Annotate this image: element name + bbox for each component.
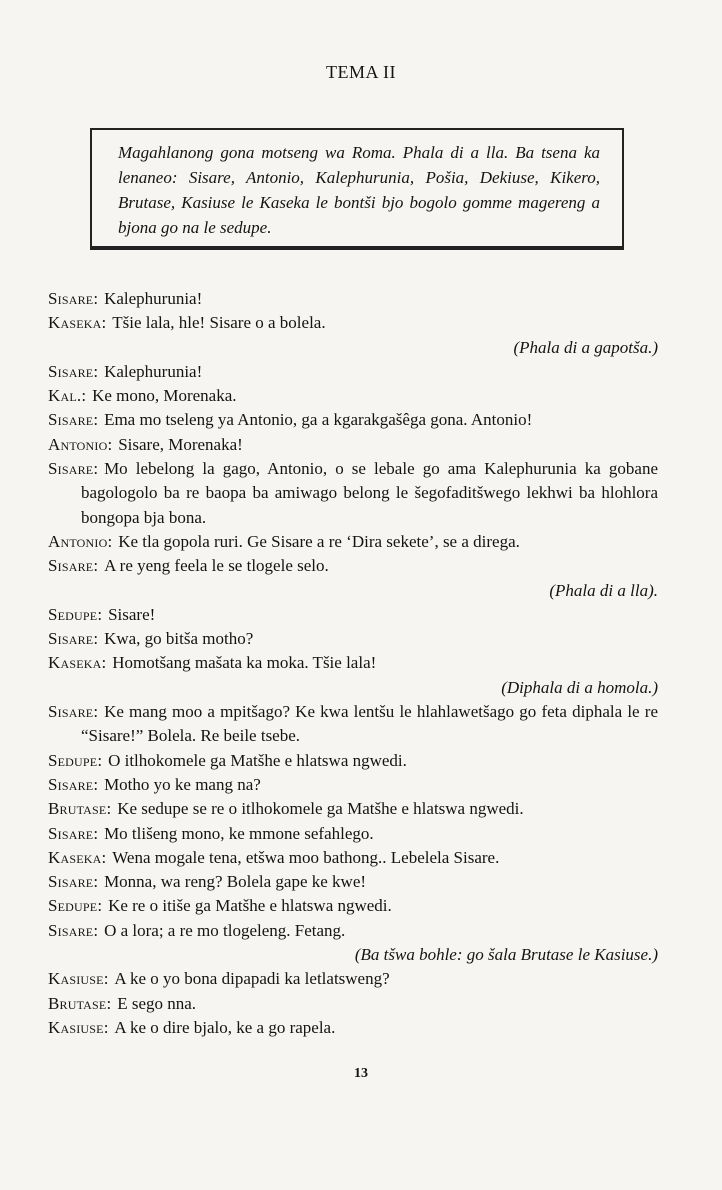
speech-text: Mo lebelong la gago, Antonio, o se lebale go ama Kalephurunia ka gobane bagologolo ba re baopa ba amiwago belong le šegofaditšwego lekhwi ba hlohlora bongopa bja bona. [81, 459, 658, 527]
speech-text: Ema mo tseleng ya Antonio, ga a kgarakgašêga gona. Antonio! [104, 410, 533, 430]
speech-text: Ke mang moo a mpitšago? Ke kwa lentšu le hlahlawetšago go feta diphala le re “Sisare!” Bolela. Re beile tsebe. [81, 702, 658, 746]
speaker-name: Sedupe [48, 750, 98, 770]
speech-text: Ke mono, Morenaka. [92, 386, 237, 406]
speaker-name: Sisare [48, 629, 94, 649]
speaker-colon: : [101, 847, 107, 867]
speaker-colon: : [93, 702, 99, 722]
page-title: TEMA II [326, 62, 396, 82]
speech-text: Mo tlišeng mono, ke mmone sefahlego. [104, 823, 374, 843]
dialogue-line [48, 360, 658, 384]
speaker-colon: : [97, 604, 103, 624]
speaker-colon: : [106, 799, 112, 819]
dialogue-line [48, 530, 658, 554]
dialogue-line [48, 384, 658, 408]
speech-text: O a lora; a re mo tlogeleng. Fetang. [104, 920, 346, 940]
dialogue-line [48, 700, 658, 749]
dialogue-line [48, 627, 658, 651]
speech-text: Tšie lala, hle! Sisare o a bolela. [112, 313, 326, 333]
stage-direction: (Diphala di a homola.) [501, 677, 658, 697]
speaker-colon: : [93, 774, 99, 794]
speaker-name: Kasiuse [48, 1017, 104, 1037]
speaker-colon: : [97, 896, 103, 916]
speaker-name: Sisare [48, 556, 94, 576]
dialogue-line [48, 919, 658, 943]
speaker-name: Sisare [48, 872, 94, 892]
scene-setting-text: Magahlanong gona motseng wa Roma. Phala di a lla. Ba tsena ka lenaneo: Sisare, Antonio, Kalephurunia, Pošia, Dekiuse, Kikero, Brutase, Kasiuse le Kaseka le bontši bjo bogolo gomme magereng a bjona go na le sedupe. [118, 143, 600, 237]
speech-text: Ke sedupe se re o itlhokomele ga Matšhe e hlatswa ngwedi. [117, 799, 524, 819]
dialogue-block [48, 287, 658, 1040]
speaker-name: Sisare [48, 823, 94, 843]
scene-setting-box [90, 128, 624, 248]
speaker-name: Brutase [48, 799, 107, 819]
stage-direction: (Ba tšwa bohle: go šala Brutase le Kasiuse.) [354, 945, 658, 965]
speaker-colon: : [93, 920, 99, 940]
dialogue-line [48, 797, 658, 821]
speech-text: E sego nna. [117, 993, 197, 1013]
speaker-colon: : [93, 556, 99, 576]
speaker-colon: : [103, 969, 109, 989]
speaker-colon: : [93, 289, 99, 308]
dialogue-line [48, 749, 658, 773]
dialogue-line [48, 408, 658, 432]
speaker-name: Sedupe [48, 604, 98, 624]
speaker-name: Brutase [48, 993, 107, 1013]
speaker-name: Kal. [48, 386, 82, 406]
speaker-name: Sisare [48, 361, 94, 381]
dialogue-line [48, 651, 658, 675]
speech-text: A ke o dire bjalo, ke a go rapela. [114, 1017, 336, 1037]
speech-text: Kalephurunia! [104, 361, 203, 381]
speaker-name: Antonio [48, 434, 108, 454]
speaker-colon: : [107, 434, 113, 454]
speech-text: Homotšang mašata ka moka. Tšie lala! [112, 653, 377, 673]
dialogue-line [48, 554, 658, 578]
speaker-colon: : [103, 1017, 109, 1037]
speaker-colon: : [93, 823, 99, 843]
speaker-name: Sisare [48, 410, 94, 430]
dialogue-line [48, 603, 658, 627]
speaker-name: Kaseka [48, 653, 102, 673]
speaker-colon: : [93, 361, 99, 381]
speech-text: Kwa, go bitša motho? [104, 629, 254, 649]
speaker-colon: : [107, 531, 113, 551]
dialogue-line [48, 967, 658, 991]
speech-text: Sisare, Morenaka! [118, 434, 243, 454]
speech-text: O itlhokomele ga Matšhe e hlatswa ngwedi. [108, 750, 407, 770]
speaker-name: Kaseka [48, 847, 102, 867]
dialogue-line [48, 992, 658, 1016]
speaker-name: Antonio [48, 531, 108, 551]
speech-text: Ke tla gopola ruri. Ge Sisare a re ‘Dira sekete’, se a direga. [118, 531, 520, 551]
speaker-name: Sisare [48, 774, 94, 794]
speech-text: Monna, wa reng? Bolela gape ke kwe! [104, 872, 367, 892]
speaker-colon: : [93, 629, 99, 649]
speech-text: Sisare! [108, 604, 156, 624]
speaker-colon: : [81, 386, 87, 406]
dialogue-line [48, 311, 658, 335]
speaker-name: Kasiuse [48, 969, 104, 989]
dialogue-line [48, 287, 658, 311]
speaker-colon: : [101, 653, 107, 673]
speaker-name: Sisare [48, 920, 94, 940]
speaker-name: Sisare [48, 459, 94, 479]
dialogue-line [48, 870, 658, 894]
speaker-colon: : [101, 313, 107, 333]
speaker-name: Sisare [48, 289, 94, 308]
speaker-name: Sedupe [48, 896, 98, 916]
speech-text: Wena mogale tena, etšwa moo bathong.. Lebelela Sisare. [112, 847, 500, 867]
speaker-colon: : [93, 872, 99, 892]
speaker-colon: : [93, 410, 99, 430]
speech-text: Kalephurunia! [104, 289, 203, 308]
dialogue-line [48, 433, 658, 457]
page-number: 13 [354, 1066, 368, 1081]
dialogue-line [48, 1016, 658, 1040]
speech-text: Ke re o itiše ga Matšhe e hlatswa ngwedi. [108, 896, 392, 916]
dialogue-line [48, 822, 658, 846]
speaker-colon: : [106, 993, 112, 1013]
speaker-colon: : [97, 750, 103, 770]
dialogue-line [48, 894, 658, 918]
speech-text: Motho yo ke mang na? [104, 774, 261, 794]
stage-direction: (Phala di a lla). [549, 580, 658, 600]
speaker-colon: : [93, 459, 99, 479]
dialogue-line [48, 457, 658, 530]
speaker-name: Kaseka [48, 313, 102, 333]
dialogue-line [48, 773, 658, 797]
speech-text: A re yeng feela le se tlogele selo. [104, 556, 329, 576]
speech-text: A ke o yo bona dipapadi ka letlatsweng? [114, 969, 390, 989]
dialogue-line [48, 846, 658, 870]
speaker-name: Sisare [48, 702, 94, 722]
stage-direction: (Phala di a gapotša.) [513, 337, 658, 357]
